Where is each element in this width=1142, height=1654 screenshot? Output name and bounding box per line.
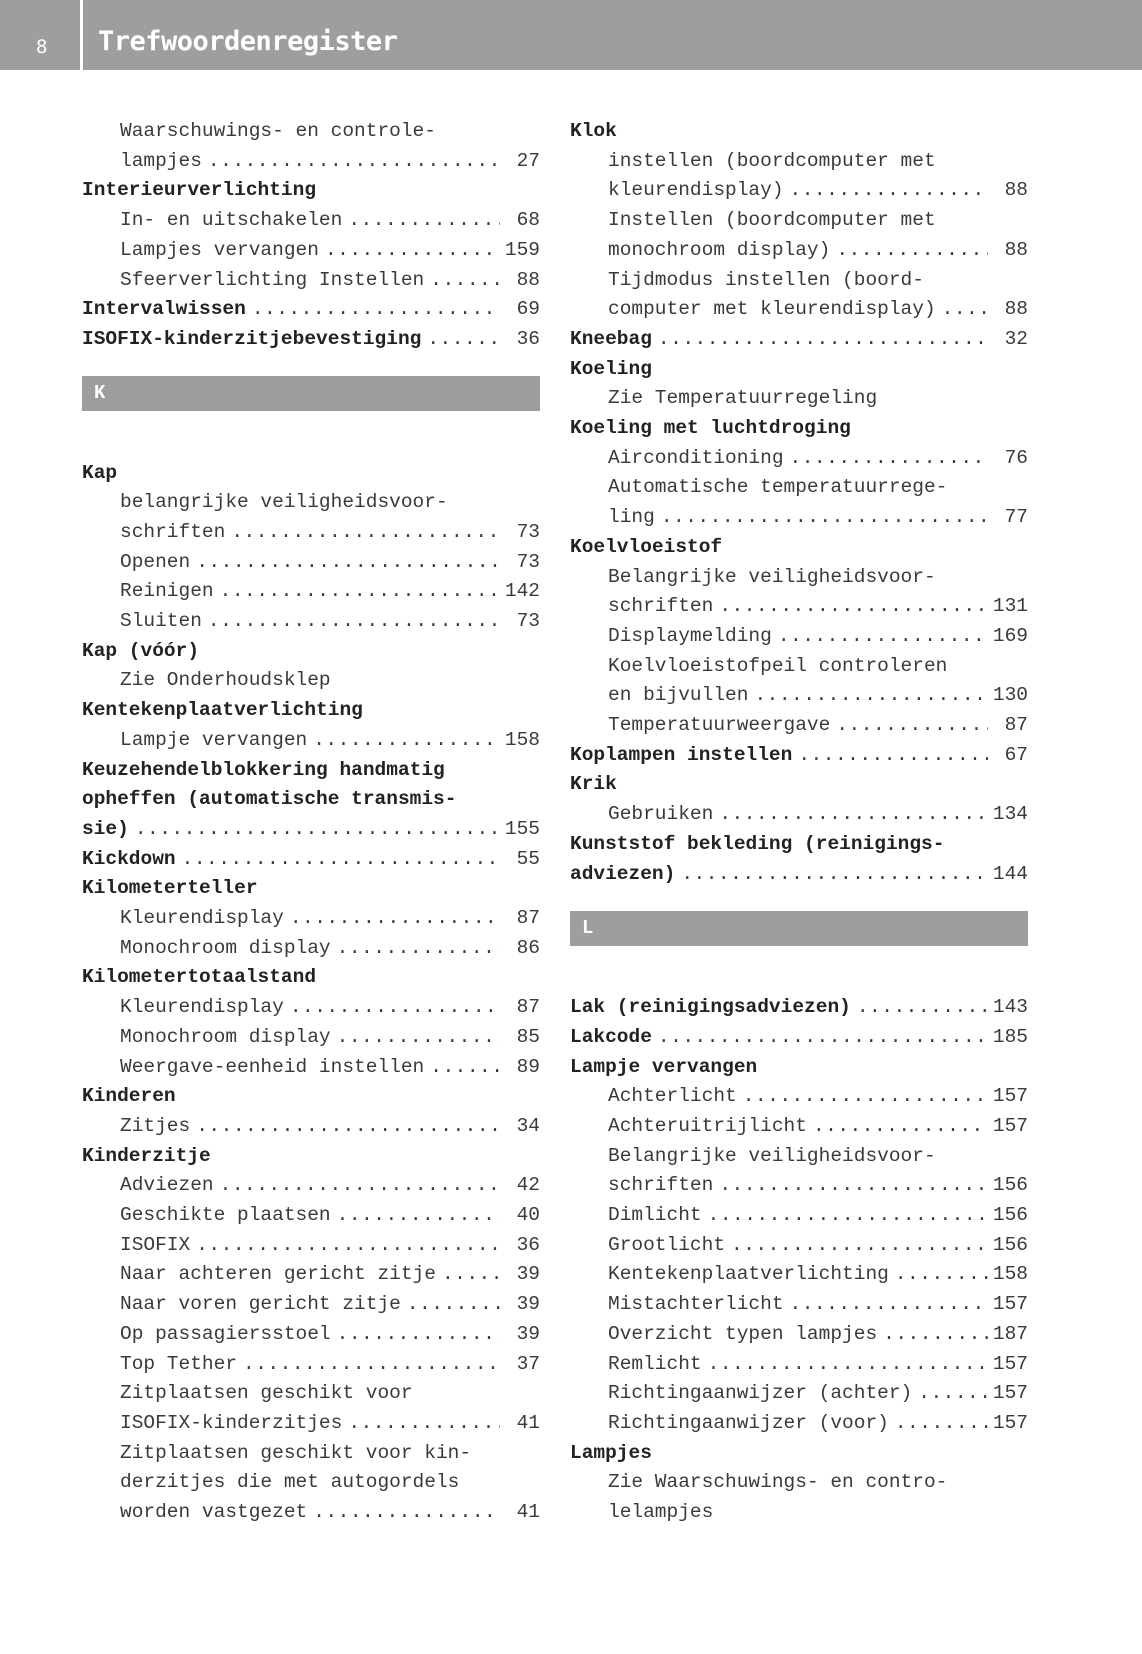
entry-text: Instellen (boordcomputer met: [608, 209, 936, 232]
entry-text: ISOFIX: [120, 1233, 191, 1256]
leader-dots: [792, 741, 988, 769]
entry-text: schriften: [120, 520, 226, 543]
index-subentry: [570, 622, 1028, 650]
entry-text: Lampje vervangen: [570, 1055, 758, 1078]
leader-dots: [713, 800, 988, 828]
entry-text: Richtingaanwijzer (achter): [608, 1382, 913, 1405]
index-subentry: [82, 1171, 540, 1199]
index-subentry: [82, 1439, 540, 1467]
index-subentry: [82, 147, 540, 175]
leader-dots: [190, 1112, 500, 1140]
index-keyword: [570, 1053, 1028, 1081]
index-keyword: [570, 117, 1028, 145]
entry-text: Kickdown: [82, 847, 176, 870]
index-keyword: [570, 993, 1028, 1021]
page-reference: 87: [516, 907, 540, 930]
entry-text: Openen: [120, 550, 191, 573]
entry-text: Achteruitrijlicht: [608, 1114, 807, 1137]
page-reference: 73: [516, 520, 540, 543]
entry-text: Lampje vervangen: [120, 728, 308, 751]
index-keyword: [82, 459, 540, 487]
leader-dots: [784, 1290, 988, 1318]
leader-dots: [331, 1023, 500, 1051]
page-reference: 159: [504, 238, 540, 261]
leader-dots: [129, 815, 500, 843]
index-subentry: [570, 206, 1028, 234]
entry-text: lelampjes: [608, 1501, 714, 1524]
page-header: [0, 0, 1142, 70]
entry-text: Belangrijke veiligheidsvoor-: [608, 565, 936, 588]
index-keyword: [82, 637, 540, 665]
page-reference: 73: [516, 610, 540, 633]
index-subentry: [570, 1082, 1028, 1110]
entry-text: Monochroom display: [120, 936, 331, 959]
entry-text: Koeling: [570, 357, 652, 380]
page-reference: 39: [516, 1322, 540, 1345]
index-keyword: [570, 414, 1028, 442]
page-reference: 87: [516, 996, 540, 1019]
page-reference: 157: [992, 1293, 1028, 1316]
entry-text: worden vastgezet: [120, 1501, 308, 1524]
index-subentry: [570, 1498, 1028, 1526]
index-subentry: [82, 1023, 540, 1051]
leader-dots: [877, 1320, 988, 1348]
section-letter-header: L: [570, 911, 1028, 946]
leader-dots: [214, 577, 500, 605]
leader-dots: [214, 1171, 500, 1199]
page-reference: 41: [516, 1411, 540, 1434]
entry-text: Overzicht typen lampjes: [608, 1322, 878, 1345]
index-subentry: [82, 666, 540, 694]
index-subentry: [82, 1231, 540, 1259]
index-subentry: [82, 548, 540, 576]
page-reference: 88: [1004, 179, 1028, 202]
leader-dots: [807, 1112, 988, 1140]
index-subentry: [82, 1379, 540, 1407]
index-keyword: [82, 815, 540, 843]
leader-dots: [331, 1320, 500, 1348]
index-keyword: [570, 355, 1028, 383]
leader-dots: [725, 1231, 988, 1259]
page-reference: 156: [992, 1233, 1028, 1256]
page-reference: 158: [504, 728, 540, 751]
index-subentry: [570, 295, 1028, 323]
page-reference: 158: [992, 1263, 1028, 1286]
index-subentry: [82, 518, 540, 546]
page-reference: 144: [992, 862, 1028, 885]
leader-dots: [889, 1409, 988, 1437]
index-keyword: [82, 1082, 540, 1110]
leader-dots: [225, 518, 500, 546]
entry-text: Keuzehendelblokkering handmatig: [82, 758, 445, 781]
leader-dots: [912, 1379, 988, 1407]
entry-text: Lampjes: [570, 1441, 652, 1464]
leader-dots: [342, 206, 500, 234]
index-subentry: [570, 1409, 1028, 1437]
entry-text: Dimlicht: [608, 1204, 702, 1227]
leader-dots: [237, 1350, 500, 1378]
leader-dots: [190, 1231, 500, 1259]
entry-text: Zie Temperatuurregeling: [608, 387, 878, 410]
index-subentry: [82, 1112, 540, 1140]
entry-text: Kentekenplaatverlichting: [608, 1263, 889, 1286]
page-reference: 85: [516, 1025, 540, 1048]
index-subentry: [570, 1468, 1028, 1496]
entry-text: Naar voren gericht zitje: [120, 1293, 401, 1316]
entry-text: Monochroom display: [120, 1025, 331, 1048]
index-keyword: [82, 295, 540, 323]
index-subentry: [82, 726, 540, 754]
page-reference: 185: [992, 1025, 1028, 1048]
index-subentry: [570, 592, 1028, 620]
entry-text: schriften: [608, 595, 714, 618]
index-keyword: [570, 830, 1028, 858]
index-subentry: [570, 147, 1028, 175]
leader-dots: [331, 1201, 500, 1229]
index-keyword: [82, 1142, 540, 1170]
page-reference: 37: [516, 1352, 540, 1375]
entry-text: Kinderen: [82, 1085, 176, 1108]
index-subentry: [82, 1260, 540, 1288]
entry-text: Kap (vóór): [82, 639, 200, 662]
index-subentry: [82, 1498, 540, 1526]
index-subentry: [82, 1320, 540, 1348]
entry-text: Zitjes: [120, 1114, 191, 1137]
leader-dots: [830, 236, 988, 264]
index-subentry: [82, 577, 540, 605]
header-divider: [80, 0, 83, 70]
entry-text: Grootlicht: [608, 1233, 726, 1256]
leader-dots: [319, 236, 500, 264]
page-reference: 89: [516, 1055, 540, 1078]
index-subentry: [570, 384, 1028, 412]
leader-dots: [830, 711, 988, 739]
entry-text: Tijdmodus instellen (boord-: [608, 268, 924, 291]
entry-text: Sluiten: [120, 610, 202, 633]
entry-text: Belangrijke veiligheidsvoor-: [608, 1144, 936, 1167]
index-subentry: [82, 488, 540, 516]
index-subentry: [570, 176, 1028, 204]
index-keyword: [82, 845, 540, 873]
leader-dots: [436, 1260, 500, 1288]
index-subentry: [570, 1112, 1028, 1140]
entry-text: opheffen (automatische transmis-: [82, 788, 457, 811]
entry-text: Weergave-eenheid instellen: [120, 1055, 425, 1078]
index-keyword: [570, 1023, 1028, 1051]
index-keyword: [570, 860, 1028, 888]
entry-text: Kleurendisplay: [120, 996, 284, 1019]
index-keyword: [82, 963, 540, 991]
page-reference: 143: [992, 996, 1028, 1019]
leader-dots: [424, 1053, 500, 1081]
page-reference: 76: [1004, 446, 1028, 469]
leader-dots: [784, 176, 988, 204]
page-reference: 55: [516, 847, 540, 870]
entry-text: ISOFIX-kinderzitjes: [120, 1411, 343, 1434]
page-reference: 88: [1004, 238, 1028, 261]
page-reference: 157: [992, 1352, 1028, 1375]
index-subentry: [82, 1290, 540, 1318]
index-subentry: [570, 1379, 1028, 1407]
index-keyword: [570, 741, 1028, 769]
page-reference: 69: [516, 298, 540, 321]
page-reference: 68: [516, 209, 540, 232]
entry-text: Op passagiersstoel: [120, 1322, 331, 1345]
index-subentry: [570, 1260, 1028, 1288]
entry-text: Intervalwissen: [82, 298, 246, 321]
page-reference: 157: [992, 1085, 1028, 1108]
entry-text: Krik: [570, 773, 617, 796]
entry-text: Kilometertotaalstand: [82, 966, 317, 989]
page-reference: 88: [516, 268, 540, 291]
leader-dots: [702, 1201, 988, 1229]
entry-text: ling: [608, 506, 655, 529]
entry-text: Zie Onderhoudsklep: [120, 669, 331, 692]
leader-dots: [702, 1350, 988, 1378]
page-reference: 67: [1004, 743, 1028, 766]
index-subentry: [570, 1290, 1028, 1318]
index-keyword: [570, 1439, 1028, 1467]
index-subentry: [82, 1350, 540, 1378]
leader-dots: [202, 147, 500, 175]
page-reference: 131: [992, 595, 1028, 618]
index-keyword: [82, 696, 540, 724]
entry-text: Achterlicht: [608, 1085, 737, 1108]
leader-dots: [176, 845, 500, 873]
index-subentry: [570, 1171, 1028, 1199]
entry-text: Zie Waarschuwings- en contro-: [608, 1471, 948, 1494]
page-reference: 157: [992, 1411, 1028, 1434]
entry-text: Sfeerverlichting Instellen: [120, 268, 425, 291]
entry-text: Airconditioning: [608, 446, 784, 469]
page-reference: 130: [992, 684, 1028, 707]
entry-text: Koeling met luchtdroging: [570, 417, 851, 439]
index-subentry: [82, 1409, 540, 1437]
index-subentry: [82, 607, 540, 635]
page-reference: 34: [516, 1114, 540, 1137]
index-subentry: [82, 117, 540, 145]
leader-dots: [936, 295, 988, 323]
entry-text: Lakcode: [570, 1025, 652, 1048]
leader-dots: [889, 1260, 988, 1288]
entry-text: schriften: [608, 1174, 714, 1197]
page-reference: 187: [992, 1322, 1028, 1345]
page-reference: 157: [992, 1382, 1028, 1405]
leader-dots: [284, 993, 500, 1021]
leader-dots: [748, 681, 988, 709]
entry-text: Kinderzitje: [82, 1144, 211, 1167]
entry-text: Adviezen: [120, 1174, 214, 1197]
page-reference: 142: [504, 580, 540, 603]
leader-dots: [675, 860, 988, 888]
index-subentry: [570, 503, 1028, 531]
leader-dots: [713, 1171, 988, 1199]
leader-dots: [307, 1498, 500, 1526]
leader-dots: [342, 1409, 500, 1437]
index-keyword: [82, 176, 540, 204]
entry-text: Koelvloeistof: [570, 535, 723, 558]
page-reference: 77: [1004, 506, 1028, 529]
index-subentry: [570, 236, 1028, 264]
index-keyword: [82, 756, 540, 784]
page-reference: 73: [516, 550, 540, 573]
index-subentry: [82, 206, 540, 234]
entry-text: Klok: [570, 120, 617, 142]
entry-text: Displaymelding: [608, 624, 772, 647]
page-reference: 36: [516, 1233, 540, 1256]
page-reference: 36: [516, 327, 540, 350]
entry-text: Kilometerteller: [82, 877, 258, 900]
page-reference: 86: [516, 936, 540, 959]
leader-dots: [421, 325, 500, 353]
entry-text: Koelvloeistofpeil controleren: [608, 654, 948, 677]
leader-dots: [401, 1290, 500, 1318]
index-subentry: [570, 1350, 1028, 1378]
page-reference: 134: [992, 803, 1028, 826]
page-reference: 40: [516, 1204, 540, 1227]
page-reference: 88: [1004, 298, 1028, 321]
page-reference: 39: [516, 1293, 540, 1316]
index-subentry: [570, 266, 1028, 294]
page-reference: 41: [516, 1501, 540, 1524]
index-subentry: [82, 1468, 540, 1496]
index-subentry: [570, 1231, 1028, 1259]
entry-text: Remlicht: [608, 1352, 702, 1375]
entry-text: Kunststof bekleding (reinigings-: [570, 832, 945, 855]
leader-dots: [784, 444, 988, 472]
page-reference: 156: [992, 1174, 1028, 1197]
index-subentry: [82, 236, 540, 264]
index-subentry: [570, 1142, 1028, 1170]
leader-dots: [652, 325, 988, 353]
page-number: 8: [36, 36, 48, 58]
page-reference: 42: [516, 1174, 540, 1197]
index-subentry: [570, 652, 1028, 680]
leader-dots: [772, 622, 988, 650]
entry-text: Mistachterlicht: [608, 1293, 784, 1316]
leader-dots: [737, 1082, 988, 1110]
entry-text: ISOFIX-kinderzitjebevestiging: [82, 327, 422, 350]
entry-text: en bijvullen: [608, 684, 749, 707]
page-reference: 32: [1004, 327, 1028, 350]
entry-text: Kleurendisplay: [120, 907, 284, 930]
entry-text: In- en uitschakelen: [120, 209, 343, 232]
leader-dots: [307, 726, 500, 754]
leader-dots: [284, 904, 500, 932]
entry-text: Naar achteren gericht zitje: [120, 1263, 436, 1286]
index-subentry: [570, 473, 1028, 501]
leader-dots: [655, 503, 988, 531]
index-subentry: [82, 1053, 540, 1081]
page-title: Trefwoordenregister: [98, 26, 398, 57]
leader-dots: [202, 607, 500, 635]
index-keyword: [82, 874, 540, 902]
entry-text: lampjes: [120, 149, 202, 172]
index-keyword: [570, 770, 1028, 798]
leader-dots: [713, 592, 988, 620]
index-subentry: [570, 800, 1028, 828]
page-reference: 157: [992, 1114, 1028, 1137]
entry-text: Reinigen: [120, 580, 214, 603]
entry-text: Richtingaanwijzer (voor): [608, 1411, 889, 1434]
index-subentry: [82, 904, 540, 932]
index-subentry: [82, 1201, 540, 1229]
leader-dots: [851, 993, 988, 1021]
entry-text: Koplampen instellen: [570, 743, 793, 766]
index-subentry: [82, 934, 540, 962]
page-reference: 155: [504, 817, 540, 840]
index-subentry: [570, 444, 1028, 472]
page-reference: 27: [516, 149, 540, 172]
page-reference: 169: [992, 624, 1028, 647]
leader-dots: [331, 934, 500, 962]
leader-dots: [190, 548, 500, 576]
index-subentry: [82, 266, 540, 294]
entry-text: instellen (boordcomputer met: [608, 149, 936, 172]
index-subentry: [570, 1320, 1028, 1348]
leader-dots: [424, 266, 500, 294]
entry-text: Temperatuurweergave: [608, 714, 831, 736]
entry-text: monochroom display): [608, 238, 831, 261]
entry-text: Lak (reinigingsadviezen): [570, 996, 851, 1019]
page-reference: 156: [992, 1204, 1028, 1227]
entry-text: Zitplaatsen geschikt voor kin-: [120, 1441, 472, 1464]
entry-text: Geschikte plaatsen: [120, 1204, 331, 1227]
leader-dots: [246, 295, 500, 323]
index-subentry: [570, 681, 1028, 709]
page-reference: 87: [1004, 714, 1028, 736]
entry-text: Kentekenplaatverlichting: [82, 699, 363, 722]
entry-text: Interieurverlichting: [82, 179, 317, 202]
leader-dots: [652, 1023, 988, 1051]
entry-text: Top Tether: [120, 1352, 238, 1375]
entry-text: kleurendisplay): [608, 179, 784, 202]
section-letter-header: K: [82, 376, 540, 411]
index-subentry: [570, 711, 1028, 739]
entry-text: belangrijke veiligheidsvoor-: [120, 491, 448, 514]
page-reference: 39: [516, 1263, 540, 1286]
entry-text: derzitjes die met autogordels: [120, 1471, 460, 1494]
entry-text: Gebruiken: [608, 803, 714, 826]
entry-text: Waarschuwings- en controle-: [120, 120, 436, 142]
entry-text: Lampjes vervangen: [120, 238, 319, 261]
index-subentry: [570, 1201, 1028, 1229]
index-keyword: [82, 325, 540, 353]
entry-text: computer met kleurendisplay): [608, 298, 936, 321]
entry-text: Zitplaatsen geschikt voor: [120, 1382, 413, 1405]
index-keyword: [570, 325, 1028, 353]
index-subentry: [82, 993, 540, 1021]
entry-text: adviezen): [570, 862, 676, 885]
entry-text: Kneebag: [570, 327, 652, 350]
entry-text: Kap: [82, 461, 118, 484]
index-keyword: [570, 533, 1028, 561]
index-keyword: [82, 785, 540, 813]
index-subentry: [570, 563, 1028, 591]
entry-text: sie): [82, 817, 129, 840]
entry-text: Automatische temperatuurrege-: [608, 476, 948, 499]
